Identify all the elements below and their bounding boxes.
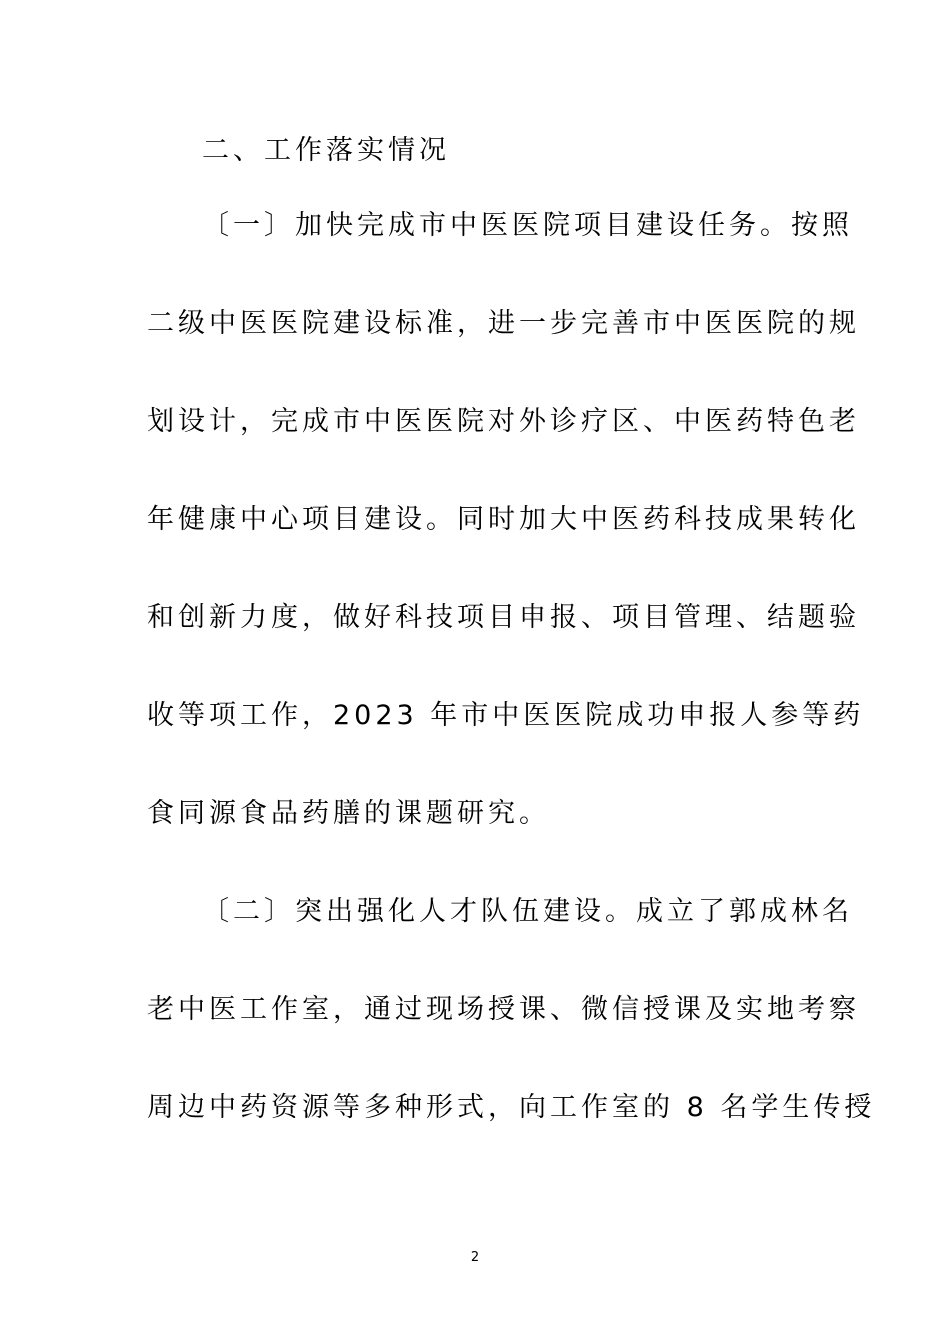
paragraph-1-line-4: 年健康中心项目建设。同时加大中医药科技成果转化 xyxy=(147,504,860,535)
paragraph-1-line-6: 收等项工作，2023 年市中医医院成功申报人参等药 xyxy=(147,700,865,731)
paragraph-2-line-1: 〔二〕突出强化人才队伍建设。成立了郭成林名 xyxy=(202,896,853,927)
page-number: 2 xyxy=(470,1250,480,1265)
paragraph-1-line-3: 划设计，完成市中医医院对外诊疗区、中医药特色老 xyxy=(147,406,860,437)
paragraph-1-line-1: 〔一〕加快完成市中医医院项目建设任务。按照 xyxy=(202,210,853,241)
paragraph-1-line-5: 和创新力度，做好科技项目申报、项目管理、结题验 xyxy=(147,602,860,633)
paragraph-1-line-2: 二级中医医院建设标准，进一步完善市中医医院的规 xyxy=(147,308,860,339)
paragraph-1-line-7: 食同源食品药膳的课题研究。 xyxy=(147,798,550,829)
section-heading: 二、工作落实情况 xyxy=(202,135,450,166)
paragraph-2-line-2: 老中医工作室，通过现场授课、微信授课及实地考察 xyxy=(147,994,860,1025)
paragraph-2-line-3: 周边中药资源等多种形式，向工作室的 8 名学生传授 xyxy=(147,1092,876,1123)
